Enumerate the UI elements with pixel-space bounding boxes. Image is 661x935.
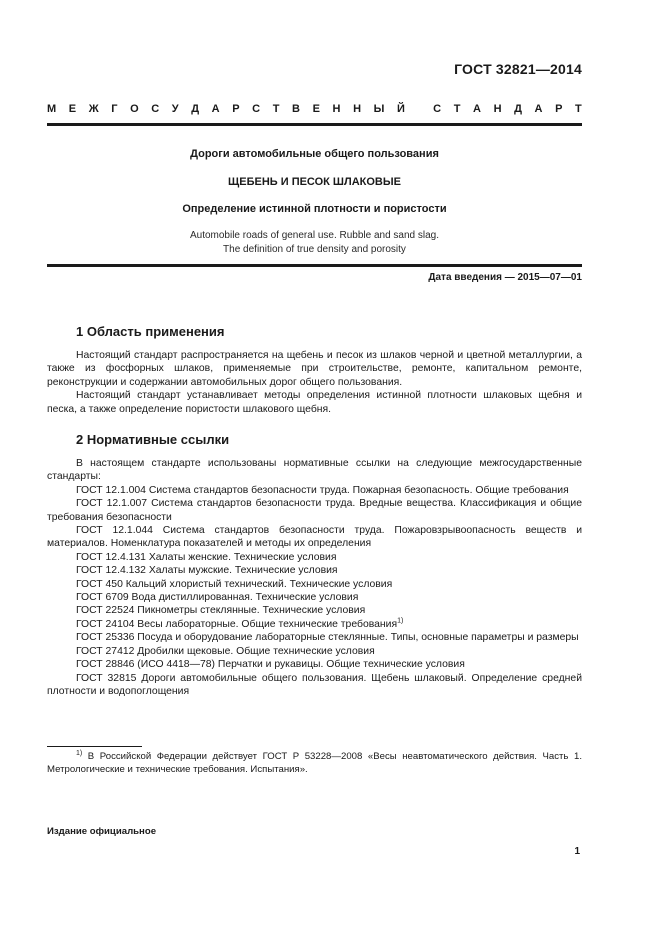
banner-letter: Е: [312, 103, 320, 115]
section-1-body: [47, 349, 582, 416]
banner-letter: Р: [232, 103, 240, 115]
reference-item: ГОСТ 12.1.044 Система стандартов безопасности труда. Пожаровзрывоопасность веществ и материалов. Номенклатура показателей и методы их определения: [47, 525, 582, 550]
section-2-heading: 2 Нормативные ссылки: [76, 432, 230, 447]
reference-item: ГОСТ 12.4.132 Халаты мужские. Технические условия: [76, 565, 338, 577]
banner-letter: Р: [555, 103, 563, 115]
title-english-line-1: Automobile roads of general use. Rubble and sand slag.: [189, 230, 440, 241]
reference-item: ГОСТ 6709 Вода дистиллированная. Технические условия: [76, 592, 359, 604]
banner-letter: С: [252, 103, 261, 115]
footnote-marker: 1): [397, 617, 404, 625]
banner-letter: Й: [396, 103, 405, 115]
title-english-line-2: The definition of true density and porosity: [223, 244, 406, 255]
top-rule: [47, 123, 582, 126]
standard-code: ГОСТ 32821—2014: [454, 61, 582, 77]
reference-item: ГОСТ 12.1.007 Система стандартов безопасности труда. Вредные вещества. Классификация и общие требования безопасности: [47, 498, 582, 523]
banner-letter: С: [433, 103, 442, 115]
edition-label: Издание официальное: [47, 826, 157, 837]
title-subtitle: Определение истинной плотности и пористости: [182, 203, 447, 215]
banner-letter: Д: [514, 103, 522, 115]
title-line-1: Дороги автомобильные общего пользования: [190, 148, 439, 160]
banner-letter: Г: [111, 103, 118, 115]
banner-letter: Н: [353, 103, 362, 115]
banner-letter: Т: [453, 103, 461, 115]
reference-item: ГОСТ 25336 Посуда и оборудование лабораторные стеклянные. Типы, основные параметры и размеры: [76, 632, 579, 644]
banner-letter: У: [171, 103, 179, 115]
section-2-body: [47, 457, 582, 698]
banner-letter: Н: [332, 103, 341, 115]
reference-item: ГОСТ 450 Кальций хлористый технический. Технические условия: [76, 578, 393, 590]
section-1-paragraph: Настоящий стандарт устанавливает методы определения истинной плотности шлаковых щебня и песка, а также определение пористости шлакового щебня.: [47, 390, 582, 415]
banner-letter: Ж: [88, 103, 99, 115]
footnote: [47, 750, 582, 776]
reference-item: ГОСТ 32815 Дороги автомобильные общего пользования. Щебень шлаковый. Определение средней плотности и водопоглощения: [47, 672, 582, 697]
banner-letter: Т: [575, 103, 582, 115]
reference-text: ГОСТ 24104 Весы лабораторные. Общие технические требования: [76, 618, 398, 630]
banner-letter: Ы: [373, 103, 385, 115]
banner-letter: А: [211, 103, 220, 115]
reference-item: ГОСТ 28846 (ИСО 4418—78) Перчатки и рукавицы. Общие технические условия: [76, 659, 465, 671]
banner-letter: О: [130, 103, 139, 115]
page-number: 1: [574, 846, 580, 857]
banner-letter: М: [47, 103, 57, 115]
reference-item: [47, 618, 582, 631]
footnote-mark: 1): [76, 749, 83, 757]
banner-letter: [417, 103, 420, 115]
banner-letter: Е: [68, 103, 77, 115]
section-2-intro: В настоящем стандарте использованы нормативные ссылки на следующие межгосударственные стандарты:: [47, 458, 582, 483]
reference-item: ГОСТ 12.4.131 Халаты женские. Технические условия: [76, 551, 337, 563]
title-main: ЩЕБЕНЬ И ПЕСОК ШЛАКОВЫЕ: [228, 176, 401, 188]
section-1-heading: 1 Область применения: [76, 324, 225, 339]
banner-letter: Т: [272, 103, 280, 115]
footnote-text: В Российской Федерации действует ГОСТ Р 53228—2008 «Весы неавтоматического действия. Часть 1. Метрологические и технические требования. Испытания».: [47, 751, 582, 775]
reference-item: ГОСТ 27412 Дробилки щековые. Общие технические условия: [76, 645, 375, 657]
reference-item: ГОСТ 12.1.004 Система стандартов безопасности труда. Пожарная безопасность. Общие требования: [76, 484, 569, 496]
section-1-paragraph: Настоящий стандарт распространяется на щебень и песок из шлаков черной и цветной металлургии, а также из фосфорных шлаков, применяемые при строительстве, ремонте, капитальном ремонте, реконструкции и содержании автомобильных дорог общего пользования.: [47, 350, 582, 388]
banner-letter: Н: [493, 103, 502, 115]
banner-letter: С: [151, 103, 160, 115]
title-english: [47, 229, 582, 257]
banner-letter: В: [292, 103, 300, 115]
banner-letter: Д: [191, 103, 200, 115]
banner-letter: А: [473, 103, 481, 115]
title-rule: [47, 264, 582, 267]
standard-banner: [47, 103, 582, 115]
banner-letter: А: [534, 103, 543, 115]
introduction-date: Дата введения — 2015—07—01: [428, 272, 582, 283]
footnote-rule: [47, 746, 142, 747]
reference-item: ГОСТ 22524 Пикнометры стеклянные. Технические условия: [76, 605, 366, 617]
